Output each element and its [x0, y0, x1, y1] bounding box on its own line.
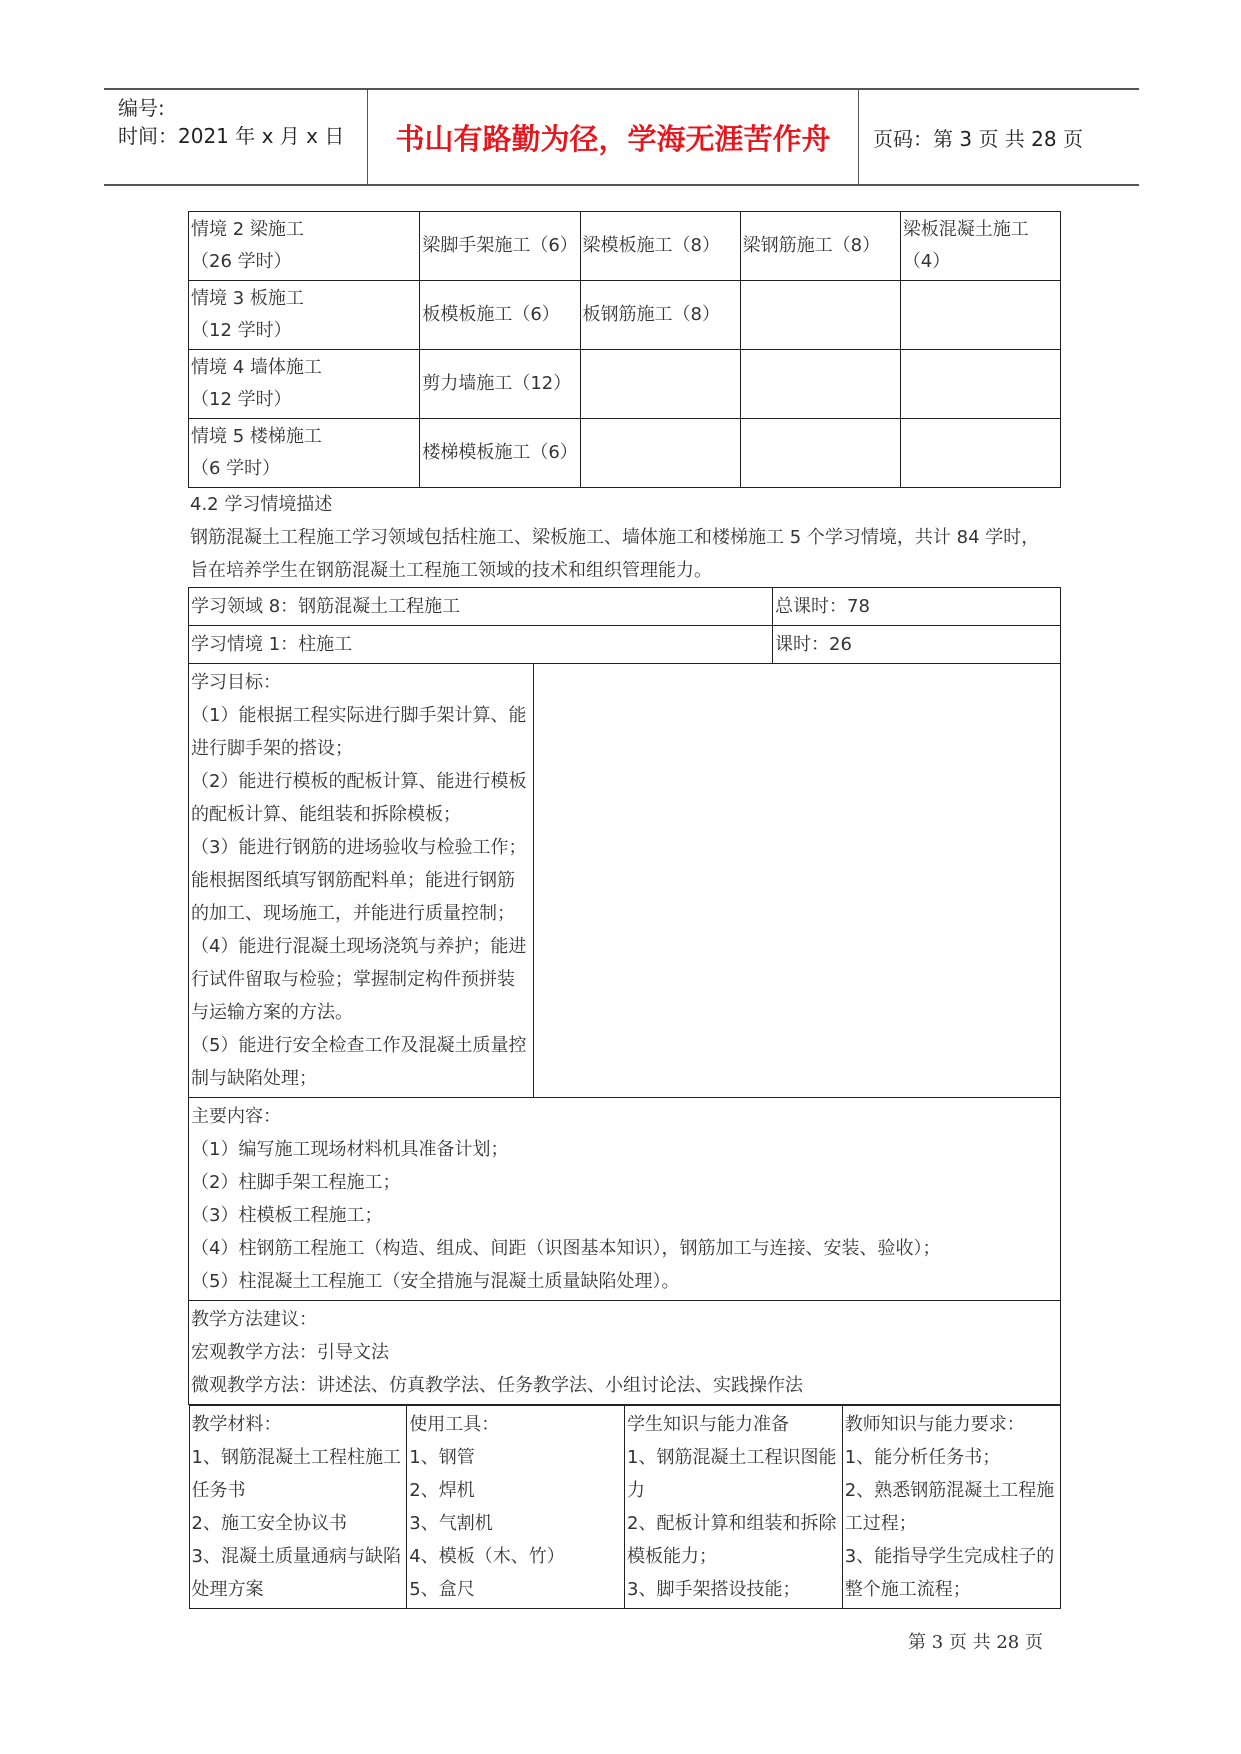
empty-cell: [534, 664, 1061, 1098]
page-footer: 第 3 页 共 28 页: [908, 1632, 1043, 1653]
student-prep-cell: [625, 1406, 843, 1609]
situations-table: [188, 211, 1061, 488]
goal-line: 制与缺陷处理；: [191, 1068, 317, 1089]
tools-line: 4、模板（木、竹）: [409, 1546, 565, 1567]
task-cell: 板模板施工（6）: [420, 281, 580, 350]
document-number-label: 编号:: [118, 96, 165, 120]
teacher-line: 1、能分析任务书；: [844, 1447, 1001, 1468]
total-hours-cell: 总课时：78: [773, 588, 1061, 626]
table-row: [189, 281, 1061, 350]
content-line: （5）柱混凝土工程施工（安全措施与混凝土质量缺陷处理）。: [191, 1271, 680, 1292]
student-line: 3、脚手架搭设技能；: [627, 1579, 801, 1600]
task-cell: 梁模板施工（8）: [580, 212, 740, 281]
table-row: [189, 1098, 1061, 1301]
situation-name: 情境 4 墙体施工: [191, 357, 322, 378]
task-cell: 梁板混凝土施工（4）: [900, 212, 1060, 281]
situation-name: 情境 5 楼梯施工: [191, 426, 322, 447]
task-cell: 剪力墙施工（12）: [420, 350, 580, 419]
task-cell: [580, 350, 740, 419]
section-paragraph-line: 旨在培养学生在钢筋混凝土工程施工领域的技术和组织管理能力。: [190, 560, 712, 581]
student-line: 1、钢筋混凝土工程识图能: [627, 1447, 837, 1468]
task-cell: 梁脚手架施工（6）: [420, 212, 580, 281]
situation-hours: （26 学时）: [191, 251, 292, 272]
goal-line: （4）能进行混凝土现场浇筑与养护；能进: [191, 936, 527, 957]
learning-goals-cell: [189, 664, 534, 1098]
tools-title: 使用工具：: [409, 1414, 500, 1435]
student-title: 学生知识与能力准备: [627, 1414, 789, 1435]
situation-hours: （12 学时）: [191, 389, 292, 410]
task-cell: [740, 281, 900, 350]
teacher-line: 3、能指导学生完成柱子的: [844, 1546, 1055, 1567]
table-row: [189, 1301, 1061, 1405]
goal-line: （2）能进行模板的配板计算、能进行模板: [191, 771, 527, 792]
table-row: [189, 419, 1061, 488]
task-cell: [740, 419, 900, 488]
teacher-line: 2、熟悉钢筋混凝土工程施: [844, 1480, 1055, 1501]
tools-line: 1、钢管: [409, 1447, 475, 1468]
tools-line: 2、焊机: [409, 1480, 475, 1501]
student-line: 力: [627, 1480, 645, 1501]
header-meta: [104, 90, 368, 184]
table-row: [189, 212, 1061, 281]
goal-line: （1）能根据工程实际进行脚手架计算、能: [191, 705, 527, 726]
tools-line: 3、气割机: [409, 1513, 493, 1534]
teacher-req-cell: [842, 1406, 1060, 1609]
materials-line: 2、施工安全协议书: [191, 1513, 347, 1534]
goal-line: （5）能进行安全检查工作及混凝土质量控: [191, 1035, 527, 1056]
teaching-method-cell: [189, 1301, 1061, 1405]
materials-line: 任务书: [191, 1480, 246, 1501]
materials-line: 处理方案: [191, 1579, 264, 1600]
situation-cell: [189, 350, 420, 419]
section-heading: 4.2 学习情境描述: [190, 494, 333, 515]
task-cell: [580, 419, 740, 488]
content-line: （3）柱模板工程施工；: [191, 1205, 383, 1226]
situation-cell: [189, 212, 420, 281]
header-motto: 书山有路勤为径，学海无涯苦作舟: [368, 90, 859, 184]
header-page-info: 页码：第 3 页 共 28 页: [873, 126, 1083, 151]
content-line: （1）编写施工现场材料机具准备计划；: [191, 1139, 509, 1160]
goal-line: 与运输方案的方法。: [191, 1002, 353, 1023]
page-header: [104, 88, 1139, 186]
table-row: [189, 588, 1061, 626]
section-paragraph-line: 钢筋混凝土工程施工学习领域包括柱施工、梁板施工、墙体施工和楼梯施工 5 个学习情境，共计 84 学时，: [190, 527, 1040, 548]
materials-cell: [189, 1406, 407, 1609]
goal-line: 行试件留取与检验；掌握制定构件预拼装: [191, 969, 515, 990]
method-title: 教学方法建议：: [191, 1309, 317, 1330]
tools-cell: [407, 1406, 625, 1609]
teacher-title: 教师知识与能力要求：: [844, 1414, 1025, 1435]
teacher-line: 整个施工流程；: [844, 1579, 971, 1600]
goal-line: （3）能进行钢筋的进场验收与检验工作；: [191, 837, 527, 858]
task-cell: 梁钢筋施工（8）: [740, 212, 900, 281]
situation-name: 情境 3 板施工: [191, 288, 304, 309]
content-line: （2）柱脚手架工程施工；: [191, 1172, 401, 1193]
resources-row: [189, 1405, 1061, 1610]
situation-cell: [189, 419, 420, 488]
materials-line: 1、钢筋混凝土工程柱施工: [191, 1447, 401, 1468]
teacher-line: 工过程；: [844, 1513, 917, 1534]
content-title: 主要内容：: [191, 1106, 281, 1127]
content-line: （4）柱钢筋工程施工（构造、组成、间距（识图基本知识），钢筋加工与连接、安装、验收）；: [191, 1238, 941, 1259]
goal-line: 的加工、现场施工，并能进行质量控制；: [191, 903, 515, 924]
method-macro: 宏观教学方法：引导文法: [191, 1342, 389, 1363]
resources-table: [189, 1405, 1061, 1609]
goal-line: 进行脚手架的搭设；: [191, 738, 353, 759]
situation-cell: 学习情境 1：柱施工: [189, 626, 773, 664]
student-line: 2、配板计算和组装和拆除: [627, 1513, 837, 1534]
student-line: 模板能力；: [627, 1546, 717, 1567]
situation-name: 情境 2 梁施工: [191, 219, 304, 240]
situation-cell: [189, 281, 420, 350]
goal-line: 的配板计算、能组装和拆除模板；: [191, 804, 461, 825]
main-content-cell: [189, 1098, 1061, 1301]
situation-detail-table: [188, 587, 1061, 1609]
goal-line: 能根据图纸填写钢筋配料单；能进行钢筋: [191, 870, 515, 891]
task-cell: [900, 281, 1060, 350]
table-row: [189, 626, 1061, 664]
tools-line: 5、盒尺: [409, 1579, 475, 1600]
hours-cell: 课时：26: [773, 626, 1061, 664]
document-time: 时间：2021 年 x 月 x 日: [118, 124, 345, 148]
table-row: [189, 1406, 1060, 1609]
learning-domain-cell: 学习领域 8：钢筋混凝土工程施工: [189, 588, 773, 626]
task-cell: 楼梯模板施工（6）: [420, 419, 580, 488]
materials-title: 教学材料：: [191, 1414, 282, 1435]
task-cell: 板钢筋施工（8）: [580, 281, 740, 350]
situation-hours: （12 学时）: [191, 320, 292, 341]
materials-line: 3、混凝土质量通病与缺陷: [191, 1546, 401, 1567]
table-row: [189, 664, 1061, 1098]
task-cell: [900, 350, 1060, 419]
table-row: [189, 350, 1061, 419]
task-cell: [740, 350, 900, 419]
task-cell: [900, 419, 1060, 488]
table-row: [189, 1405, 1061, 1610]
method-micro: 微观教学方法：讲述法、仿真教学法、任务教学法、小组讨论法、实践操作法: [191, 1375, 803, 1396]
situation-hours: （6 学时）: [191, 458, 281, 479]
goals-title: 学习目标：: [191, 672, 281, 693]
